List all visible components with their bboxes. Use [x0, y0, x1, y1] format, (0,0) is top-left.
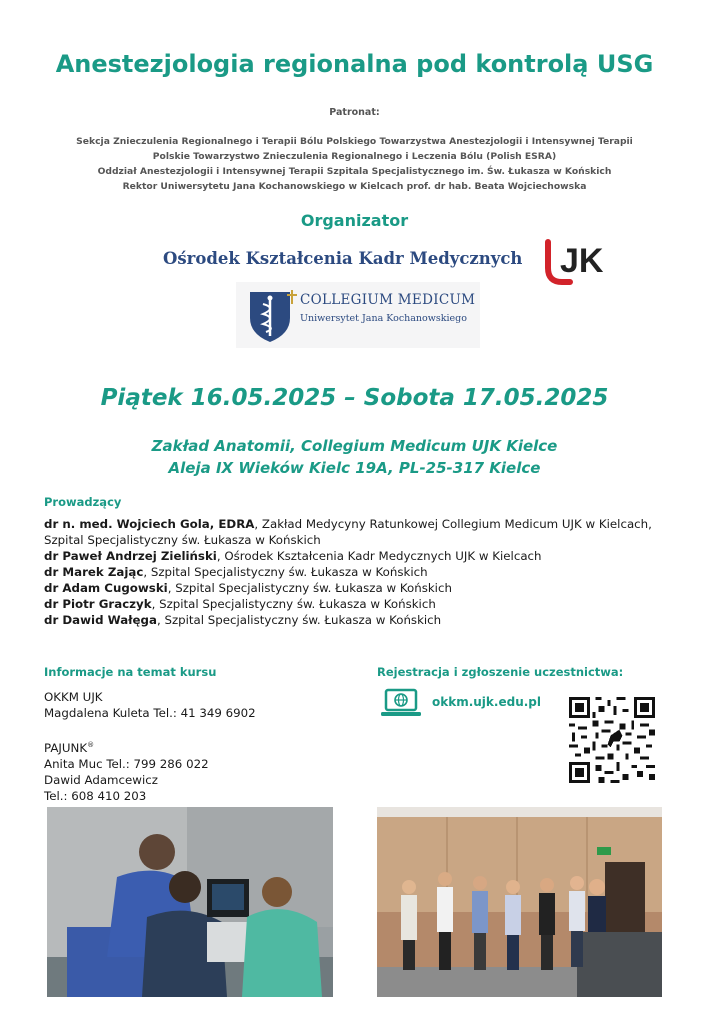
patronat-list — [0, 134, 709, 194]
laptop-globe-icon — [380, 688, 422, 718]
page-title: Anestezjologia regionalna pod kontrolą USG — [55, 50, 654, 78]
patronat-line: Sekcja Znieczulenia Regionalnego i Terapii Bólu Polskiego Towarzystwa Anestezjologii i Intensywnej Terapii — [76, 136, 633, 147]
lector-name: dr Piotr Graczyk — [44, 597, 152, 611]
patronat-heading: Patronat: — [329, 107, 380, 118]
registered-mark: ® — [87, 741, 95, 749]
collegium-subtitle: Uniwersytet Jana Kochanowskiego — [300, 313, 467, 324]
place-line-2: Aleja IX Wieków Kielc 19A, PL-25-317 Kielce — [168, 459, 541, 477]
okkm-contact: Magdalena Kuleta Tel.: 41 349 6902 — [44, 706, 256, 720]
collegium-medicum-text — [300, 292, 475, 324]
lector-item — [44, 580, 684, 596]
group-lecturers-photo-icon — [377, 807, 662, 997]
pajunk-contact: Anita Muc Tel.: 799 286 022 — [44, 756, 209, 771]
lector-item — [44, 564, 684, 580]
pajunk-contact: Tel.: 608 410 203 — [44, 788, 147, 803]
ultrasound-training-photo-icon — [47, 807, 333, 997]
registration-link[interactable]: okkm.ujk.edu.pl — [432, 695, 541, 709]
collegium-title: COLLEGIUM MEDICUM — [300, 292, 476, 308]
lector-affiliation: , Szpital Specjalistyczny św. Łukasza w Końskich — [151, 597, 436, 611]
place-line-1: Zakład Anatomii, Collegium Medicum UJK Kielce — [151, 437, 558, 455]
info-heading: Informacje na temat kursu — [44, 665, 217, 679]
registration-heading: Rejestracja i zgłoszenie uczestnictwa: — [377, 665, 624, 679]
lector-item — [44, 612, 684, 628]
lector-item — [44, 548, 684, 564]
lector-name: dr n. med. Wojciech Gola, EDRA — [44, 517, 255, 531]
lectors-list — [44, 516, 684, 628]
pajunk-contact: Dawid Adamcewicz — [44, 772, 158, 787]
lector-affiliation: , Szpital Specjalistyczny św. Łukasza w Końskich — [143, 565, 428, 579]
organizer-name: Ośrodek Kształcenia Kadr Medycznych — [163, 249, 523, 268]
event-place — [0, 435, 709, 479]
lector-name: dr Dawid Wałęga — [44, 613, 157, 627]
organizer-heading: Organizator — [300, 211, 409, 230]
patronat-line: Oddział Anestezjologii i Intensywnej Terapii Szpitala Specjalistycznego im. Św. Łukasza w Końskich — [97, 166, 612, 177]
lector-name: dr Marek Zając — [44, 565, 144, 579]
okkm-label: OKKM UJK — [44, 690, 103, 704]
patronat-line: Rektor Uniwersytetu Jana Kochanowskiego w Kielcach prof. dr hab. Beata Wojciechowska — [122, 181, 587, 192]
pajunk-label: PAJUNK® — [44, 740, 95, 755]
lector-name: dr Paweł Andrzej Zieliński — [44, 549, 217, 563]
lector-affiliation: , Zakład Medycyny Ratunkowej Collegium Medicum UJK w Kielcach, Szpital Specjalistyczny św. Łukasza w Końskich — [44, 517, 652, 547]
info-contacts — [44, 689, 256, 804]
event-date: Piątek 16.05.2025 – Sobota 17.05.2025 — [100, 385, 609, 411]
qr-code-icon[interactable] — [569, 697, 655, 783]
ujk-letters: JK — [560, 242, 604, 280]
lectors-heading: Prowadzący — [44, 495, 122, 509]
lector-name: dr Adam Cugowski — [44, 581, 168, 595]
lector-item — [44, 596, 684, 612]
patronat-line: Polskie Towarzystwo Znieczulenia Regionalnego i Leczenia Bólu (Polish ESRA) — [152, 151, 557, 162]
lector-affiliation: , Szpital Specjalistyczny św. Łukasza w Końskich — [167, 581, 452, 595]
cross-icon — [287, 290, 297, 304]
lector-item — [44, 516, 684, 548]
ujk-logo-icon — [540, 236, 610, 288]
lector-affiliation: , Szpital Specjalistyczny św. Łukasza w Końskich — [156, 613, 442, 627]
lector-affiliation: , Ośrodek Kształcenia Kadr Medycznych UJK w Kielcach — [216, 549, 542, 563]
